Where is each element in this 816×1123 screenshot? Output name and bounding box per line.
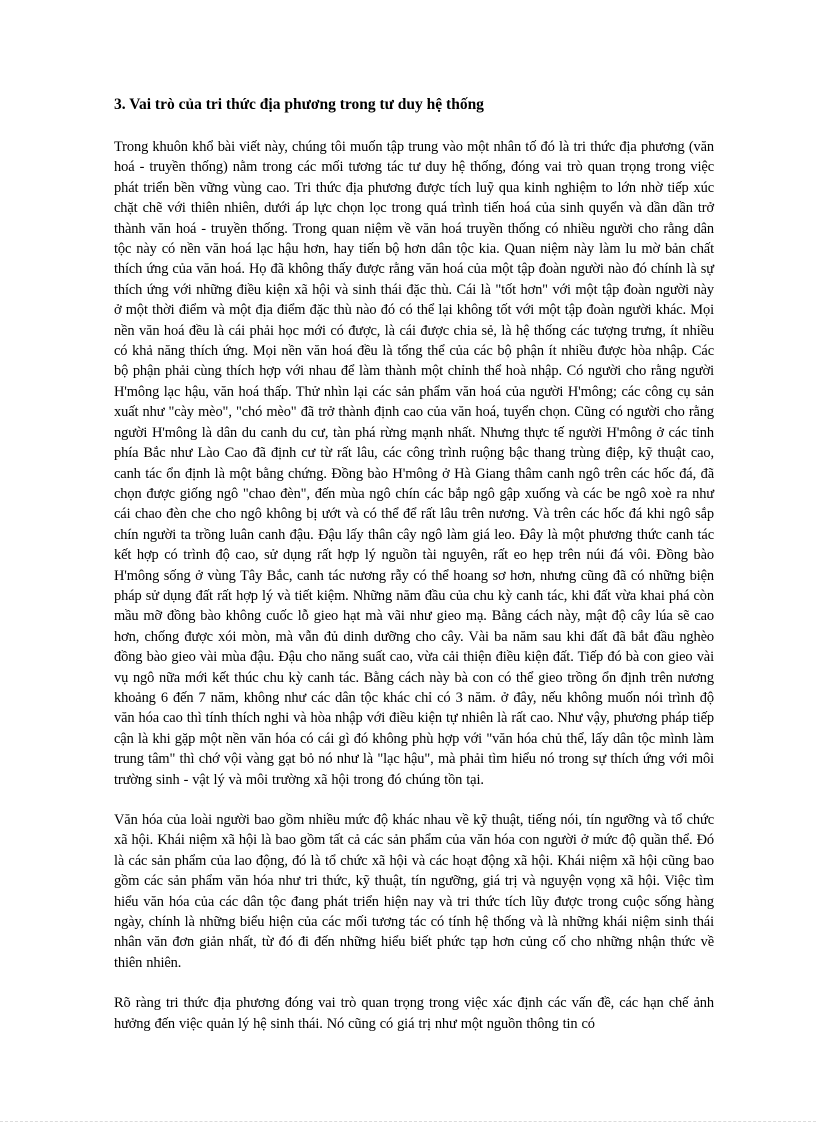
page-bottom-divider (0, 1121, 816, 1122)
section-heading: 3. Vai trò của tri thức địa phương trong tư duy hệ thống (114, 96, 484, 113)
paragraph-2: Văn hóa của loài người bao gồm nhiều mức độ khác nhau về kỹ thuật, tiếng nói, tín ngưỡng và tổ chức xã hội. Khái niệm xã hội là bao gồm tất cả các sản phẩm của văn hóa con người ở mức độ quần thể. Đó là các sản phẩm của lao động, đó là tổ chức xã hội và các hoạt động xã hội. Khái niệm xã hội cũng bao gồm các sản phẩm văn hóa như tri thức, kỹ thuật, tín ngưỡng, giá trị và nguyện vọng xã hội. Việc tìm hiểu văn hóa của các dân tộc đang phát triển hiện nay và tri thức tích lũy được trong cuộc sống hàng ngày, chính là những biểu hiện của các mối tương tác có tính hệ thống và là những khái niệm sinh thái nhân văn đơn giản nhất, từ đó đi đến những hiểu biết phức tạp hơn củng cố cho những nhận thức về thiên nhiên. (114, 812, 714, 971)
document-body (114, 94, 714, 1054)
paragraph-1: Trong khuôn khổ bài viết này, chúng tôi muốn tập trung vào một nhân tố đó là tri thức địa phương (văn hoá - truyền thống) nằm trong các mối tương tác tư duy hệ thống, đóng vai trò quan trọng trong việc phát triển bền vững vùng cao. Tri thức địa phương được tích luỹ qua kinh nghiệm to lớn nhờ tiếp xúc chặt chẽ với thiên nhiên, dưới áp lực chọn lọc trong quá trình tiến hoá của sinh quyển và dần dần trở thành văn hoá - truyền thống. Trong quan niệm về văn hoá truyền thống có nhiều người cho rằng dân tộc này có nền văn hoá lạc hậu hơn, hay tiến bộ hơn dân tộc kia. Quan niệm này làm lu mờ bản chất thích ứng của văn hoá. Họ đã không thấy được rằng văn hoá của một tập đoàn người nào đó chính là sự thích ứng với những điều kiện xã hội và sinh thái đặc thù. Cái là "tốt hơn" với một tập đoàn người này ở một thời điểm và một địa điểm đặc thù nào đó có thể lại không tốt với một tập đoàn người khác. Mọi nền văn hoá đều là cái phải học mới có được, là cái được chia sẻ, là hệ thống các tượng trưng, ít nhiều có khả năng thích ứng. Mọi nền văn hoá đều là tổng thể của các bộ phận ít nhiều được hòa nhập. Các bộ phận phải cùng thích hợp với nhau để làm thành một chỉnh thể hoà nhập. Có người cho rằng người H'mông lạc hậu, văn hoá thấp. Thử nhìn lại các sản phẩm văn hoá của người H'mông; các công cụ sản xuất như "cày mèo", "chó mèo" đã trở thành định cao của văn hoá, tuyển chọn. Cũng có người cho rằng người H'mông là dân du canh du cư, tàn phá rừng mạnh nhất. Nhưng thực tế người H'mông ở các tỉnh phía Bắc như Lào Cao đã định cư từ rất lâu, các công trình ruộng bậc thang trùng điệp, kỹ thuật cao, canh tác ổn định là một bằng chứng. Đồng bào H'mông ở Hà Giang thâm canh ngô trên các hốc đá, đã chọn được giống ngô "chao đèn", đến mùa ngô chín các bắp ngô gập xuống và các be ngô xoè ra như cái chao đèn che cho ngô không bị ướt và có thể để rất lâu trên nương. Và trên các hốc đá khi ngô sắp chín người ta trồng luân canh đậu. Đậu lấy thân cây ngô làm giá leo. Đây là một phương thức canh tác kết hợp có trình độ cao, sử dụng rất hợp lý nguồn tài nguyên, rất eo hẹp trên núi đá vôi. Đồng bào H'mông sống ở vùng Tây Bắc, canh tác nương rẫy có thể hoang sơ hơn, nhưng cũng đã có những biện pháp sử dụng đất rất hợp lý và tiết kiệm. Những năm đầu của chu kỳ canh tác, khi đất vừa khai phá còn mầu mỡ đồng bào không cuốc lỗ gieo hạt mà vãi như gieo mạ. Bằng cách này, mật độ cây lúa sẽ cao hơn, chống được xói mòn, mà vẫn đủ dinh dưỡng cho cây. Vài ba năm sau khi đất đã bắt đầu nghèo đồng bào gieo vài mùa đậu. Đậu cho năng suất cao, vừa cải thiện điều kiện đất. Tiếp đó bà con gieo vài vụ ngô nữa mới kết thúc chu kỳ canh tác. Bằng cách này bà con có thể gieo trồng ổn định trên nương khoảng 6 đến 7 năm, không như các dân tộc khác chỉ có 3 năm. ở đây, nếu không muốn nói trình độ văn hóa cao thì tính thích nghi và hòa nhập với điều kiện tự nhiên là rất cao. Như vậy, phương pháp tiếp cận là khi gặp một nền văn hóa có cái gì đó không phù hợp với "văn hóa chủ thể, lấy dân tộc mình làm trung tâm" thì chớ vội vàng gạt bỏ nó như là "lạc hậu", mà phải tìm hiểu nó trong sự thích ứng với môi trường sinh - vật lý và môi trường xã hội trong đó chúng tồn tại. (114, 139, 714, 788)
paragraph-3: Rõ ràng tri thức địa phương đóng vai trò quan trọng trong việc xác định các vấn đề, các hạn chế ảnh hưởng đến việc quản lý hệ sinh thái. Nó cũng có giá trị như một nguồn thông tin có (114, 995, 714, 1032)
